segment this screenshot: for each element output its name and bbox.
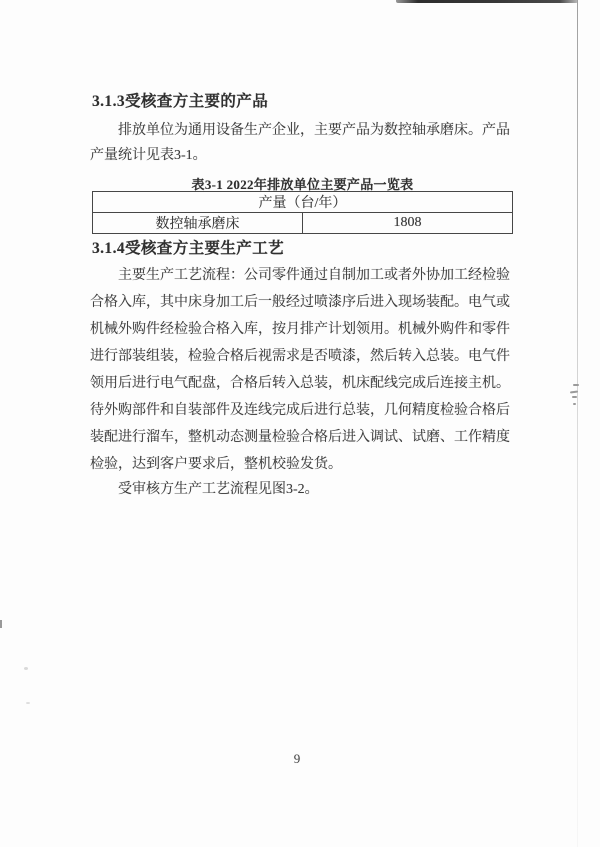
scan-top-edge-artifact — [396, 0, 578, 3]
scan-speck — [24, 667, 28, 670]
table-3-1-caption: 表3-1 2022年排放单位主要产品一览表 — [191, 177, 414, 192]
section-3-1-4-closing-line: 受审核方生产工艺流程见图3-2。 — [118, 482, 319, 497]
page-number: 9 — [293, 751, 301, 766]
table-cell-output-value: 1808 — [303, 213, 513, 234]
table-header-row — [93, 192, 513, 213]
section-3-1-4-paragraph: 主要生产工艺流程：公司零件通过自制加工或者外协加工经检验合格入库，其中床身加工后一般经过喷漆序后进入现场装配。电气或机械外购件经检验合格入库，按月排产计划领用。机械外购件和零件进行部装组装，检验合格后视需求是否喷漆，然后转入总装。电气件领用后进行电气配盘，合格后转入总装，机床配线完成后连接主机。待外购部件和自装部件及连线完成后进行总装，几何精度检验合格后装配进行溜车，整机动态测量检验合格后进入调试、试磨、工作精度检验，达到客户要求后，整机校验发货。 — [90, 268, 510, 472]
section-3-1-3-paragraph: 排放单位为通用设备生产企业，主要产品为数控轴承磨床。产品产量统计见表3-1。 — [90, 123, 510, 163]
scan-margin-marks-artifact — [568, 383, 580, 409]
section-heading-3-1-3: 3.1.3受核查方主要的产品 — [92, 93, 269, 110]
scan-speck — [26, 702, 30, 704]
table-header-output-per-year: 产量（台/年） — [93, 192, 513, 213]
section-heading-3-1-4: 3.1.4受核查方主要生产工艺 — [92, 240, 285, 257]
scan-left-edge-tick — [0, 620, 2, 628]
product-output-table — [92, 191, 513, 234]
table-cell-product-name: 数控轴承磨床 — [93, 213, 303, 234]
scan-right-edge-artifact — [577, 0, 578, 847]
table-row — [93, 213, 513, 234]
